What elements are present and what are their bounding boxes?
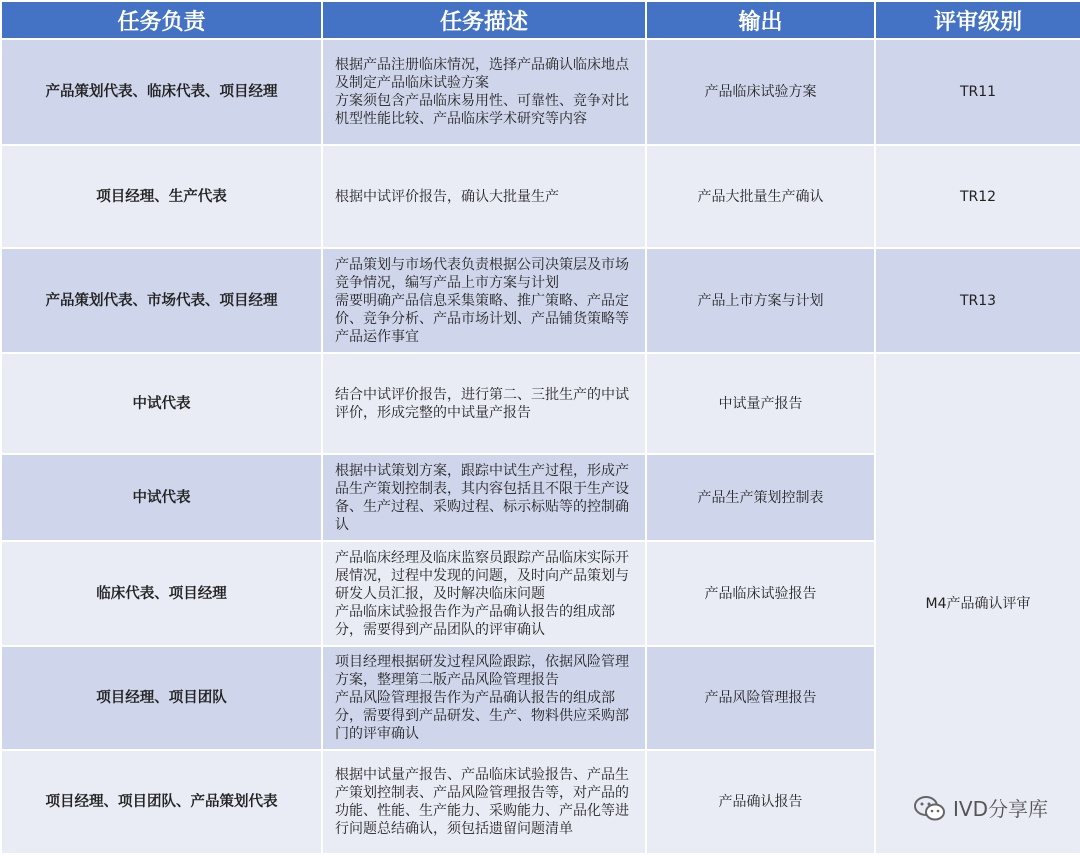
description-cell: 项目经理根据研发过程风险跟踪，依据风险管理方案，整理第二版产品风险管理报告 产品风险管理报告作为产品确认报告的组成部分，需要得到产品研发、生产、物料供应采购部门的评审确认 [322,646,646,750]
review-level-cell: TR11 [875,39,1080,145]
description-cell: 根据中试量产报告、产品临床试验报告、产品生产策划控制表、产品风险管理报告等，对产品的功能、性能、生产能力、采购能力、产品化等进行问题总结确认，须包括遗留问题清单 [322,750,646,854]
table-row [1,353,1080,454]
owner-cell: 项目经理、生产代表 [1,145,322,248]
header-output: 输出 [646,1,875,39]
table-row [1,39,1080,145]
output-cell: 产品临床试验报告 [646,541,875,646]
review-level-cell: TR13 [875,248,1080,353]
owner-cell: 项目经理、项目团队、产品策划代表 [1,750,322,854]
merged-review-level-label: M4产品确认评审 [925,595,1031,612]
output-cell: 中试量产报告 [646,353,875,454]
owner-cell: 中试代表 [1,353,322,454]
owner-cell: 项目经理、项目团队 [1,646,322,750]
description-cell: 根据产品注册临床情况，选择产品确认临床地点及制定产品临床试验方案 方案须包含产品临床易用性、可靠性、竞争对比机型性能比较、产品临床学术研究等内容 [322,39,646,145]
review-level-cell: TR12 [875,145,1080,248]
header-description: 任务描述 [322,1,646,39]
merged-review-level-cell [875,353,1080,854]
output-cell: 产品大批量生产确认 [646,145,875,248]
description-cell: 根据中试策划方案，跟踪中试生产过程，形成产品生产策划控制表，其内容包括且不限于生产设备、生产过程、采购过程、标示标贴等的控制确认 [322,454,646,541]
output-cell: 产品风险管理报告 [646,646,875,750]
description-cell: 结合中试评价报告，进行第二、三批生产的中试评价，形成完整的中试量产报告 [322,353,646,454]
watermark [913,795,1048,823]
owner-cell: 中试代表 [1,454,322,541]
owner-cell: 临床代表、项目经理 [1,541,322,646]
wechat-icon [913,795,947,823]
description-cell: 根据中试评价报告，确认大批量生产 [322,145,646,248]
watermark-text: IVD分享库 [953,797,1048,821]
description-cell: 产品策划与市场代表负责根据公司决策层及市场竞争情况，编写产品上市方案与计划 需要明确产品信息采集策略、推广策略、产品定价、竞争分析、产品市场计划、产品铺货策略等产品运作事宜 [322,248,646,353]
output-cell: 产品生产策划控制表 [646,454,875,541]
header-review-level: 评审级别 [875,1,1080,39]
owner-cell: 产品策划代表、临床代表、项目经理 [1,39,322,145]
output-cell: 产品确认报告 [646,750,875,854]
description-cell: 产品临床经理及临床监察员跟踪产品临床实际开展情况，过程中发现的问题，及时向产品策划与研发人员汇报，及时解决临床问题 产品临床试验报告作为产品确认报告的组成部分，需要得到产品团队的评审确认 [322,541,646,646]
header-row [1,1,1080,39]
output-cell: 产品临床试验方案 [646,39,875,145]
header-owner: 任务负责 [1,1,322,39]
output-cell: 产品上市方案与计划 [646,248,875,353]
owner-cell: 产品策划代表、市场代表、项目经理 [1,248,322,353]
table-row [1,145,1080,248]
table-row [1,248,1080,353]
